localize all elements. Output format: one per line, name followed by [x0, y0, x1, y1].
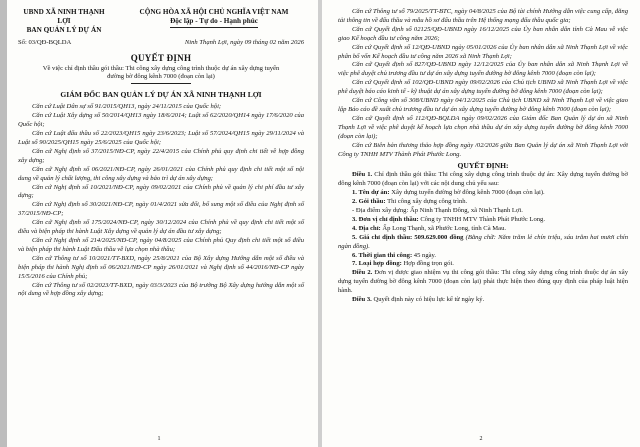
decision-heading: QUYẾT ĐỊNH:	[457, 161, 509, 171]
issuing-agency	[18, 8, 110, 35]
document-title: QUYẾT ĐỊNH	[130, 53, 192, 63]
header	[18, 8, 304, 35]
article-2-text: Đơn vị được giao nhiệm vụ thi công gói thầu: Thi công xây dựng công trình thuộc dự án xây dựng tuyến đường bờ đông kênh 7000 (đoạn còn lại) phải thực hiện theo đúng quy định của pháp luật hiện hành.	[338, 269, 629, 295]
date-place: Ninh Thạnh Lợi, ngày 09 tháng 02 năm 2026	[184, 39, 304, 46]
document-page-1	[0, 0, 318, 447]
issuer-heading: GIÁM ĐỐC BAN QUẢN LÝ DỰ ÁN XÃ NINH THẠNH LỢI	[60, 90, 262, 100]
basis-paragraph: Căn cứ Quyết định số 102/QĐ-UBND ngày 09/02/2026 của Chủ tịch UBND xã Ninh Thạnh Lợi về việc phê duyệt báo cáo kinh tế - kỹ thuật dự án xây dựng tuyến đường bờ đông kênh 7000 (đoạn còn lại);	[338, 79, 628, 96]
legal-basis	[18, 103, 304, 299]
item-6-label: 6. Thời gian thi công:	[352, 251, 413, 259]
article-3-label: Điều 3.	[352, 296, 372, 304]
item-5-text: (Bằng chữ: Năm trăm lẻ chín triệu, sáu trăm hai mươi chín ngàn đồng).	[338, 233, 628, 250]
document-page-2	[322, 0, 640, 447]
basis-paragraph: Căn cứ Luật Dân sự số 91/2015/QH13, ngày 24/11/2015 của Quốc hội;	[32, 103, 222, 111]
article-2-label: Điều 2.	[352, 269, 373, 277]
article-1-text: Chỉ định thầu gói thầu: Thi công xây dựng công trình thuộc dự án: Xây dựng tuyến đường bờ đông kênh 7000 (đoạn còn lại) với các nội dung chủ yếu sau:	[338, 171, 629, 188]
article-3-text: Quyết định này có hiệu lực kể từ ngày ký.	[373, 296, 485, 304]
basis-paragraph: Căn cứ Quyết định số 827/QĐ-UBND ngày 12/12/2025 của Ủy ban nhân dân xã Ninh Thạnh Lợi về việc phê duyệt chủ trương đầu tư dự án xây dựng tuyến đường bờ đông kênh 7000 (đoạn còn lại);	[338, 61, 628, 78]
item-4-label: 4. Địa chỉ:	[352, 224, 381, 232]
basis-paragraph: Căn cứ Nghị định số 175/2024/NĐ-CP, ngày 30/12/2024 của Chính phủ về quy định chi tiết một số điều và biện pháp thi hành Luật Xây dựng về quản lý dự án đầu tư xây dựng;	[18, 219, 304, 236]
item-3	[338, 216, 628, 225]
basis-paragraph: Căn cứ Thông tư số 79/2025/TT-BTC, ngày 04/8/2025 của Bộ tài chính Hướng dẫn việc cung cấp, đăng tải thông tin về đấu thầu và mẫu hồ sơ đấu thầu trên Hệ thống mạng đấu thầu quốc gia;	[338, 8, 628, 24]
basis-paragraph: Căn cứ Nghị định số 30/2021/NĐ-CP, ngày 01/4/2021 sửa đổi, bổ sung một số điều của Nghị định số 37/2015/NĐ-CP;	[18, 201, 304, 218]
doc-number: Số: 03/QĐ-BQLDA	[18, 39, 72, 46]
subject-rule	[131, 83, 191, 84]
article-1-label: Điều 1.	[352, 171, 373, 179]
item-7-text: Hợp đồng trọn gói.	[403, 260, 454, 268]
item-3-label: 3. Đơn vị chỉ định thầu:	[352, 215, 419, 223]
legal-basis-continued	[338, 8, 628, 159]
item-5-label: 5. Giá chỉ định thầu: 509.629.000 đồng	[352, 233, 464, 241]
article-2	[338, 269, 628, 296]
org-line-2: BAN QUẢN LÝ DỰ ÁN	[26, 26, 102, 34]
number-date-row	[18, 39, 304, 46]
basis-paragraph: Căn cứ Nghị định số 37/2015/NĐ-CP, ngày 22/4/2015 của Chính phủ quy định chi tiết về hợp đồng xây dựng;	[18, 147, 304, 164]
basis-paragraph: Căn cứ Công văn số 308/UBND ngày 04/12/2025 của Chủ tịch UBND xã Ninh Thạnh Lợi về việc giao lập Báo cáo đề xuất chủ trương đầu tư dự án xây dựng tuyến đường bờ đông kênh 7000 (đoạn còn lại);	[338, 97, 628, 113]
subject-text: Về việc chỉ định thầu gói thầu: Thi công xây dựng công trình thuộc dự án xây dựng tuyến đường bờ đông kênh 7000 (đoạn còn lại)	[42, 65, 280, 81]
item-1	[338, 189, 628, 198]
basis-paragraph: Căn cứ Quyết định số 02125/QĐ-UBND ngày 16/12/2025 của Ủy ban nhân dân tỉnh Cà Mau về việc giao Kế hoạch đầu tư công năm 2026;	[338, 25, 628, 42]
national-header	[124, 8, 304, 35]
motto: Độc lập - Tự do - Hạnh phúc	[170, 17, 258, 28]
item-6-text: 45 ngày.	[413, 251, 437, 259]
org-line-1: UBND XÃ NINH THẠNH LỢI	[23, 8, 105, 25]
basis-paragraph: Căn cứ Luật Xây dựng số 50/2014/QH13 ngày 18/6/2014; Luật số 62/2020/QH14 ngày 17/6/2020 của Quốc hội;	[18, 112, 304, 129]
item-1-text: Xây dựng tuyến đường bờ đông kênh 7000 (đoạn còn lại).	[391, 189, 545, 197]
basis-paragraph: Căn cứ Thông tư số 10/2021/TT-BXD, ngày 25/8/2021 của Bộ Xây dựng Hướng dẫn một số điều và biện pháp thi hành Nghị định số 06/2021/NĐ-CP ngày 26/01/2021 và Nghị định số 44/2016/NĐ-CP ngày 15/5/2016 của Chính phủ;	[18, 254, 304, 280]
article-1	[338, 171, 628, 189]
basis-paragraph: Căn cứ Quyết định số 12/QĐ-UBND ngày 05/01/2026 của Ủy ban nhân dân xã Ninh Thạnh Lợi về việc phân bổ vốn Kế hoạch đầu tư công năm 2026 xã Ninh Thạnh Lợi;	[338, 43, 628, 60]
item-2	[338, 198, 628, 207]
basis-paragraph: Căn cứ Biên bản thương thảo hợp đồng ngày /02/2026 giữa Ban Quản lý dự án xã Ninh Thạnh Lợi với Công ty TNHH MTV Thành Phát Phước Long.	[338, 141, 628, 158]
item-5	[338, 234, 628, 252]
item-3-text: Công ty TNHH MTV Thành Phát Phước Long.	[420, 215, 545, 223]
page-number: 2	[479, 436, 483, 442]
page-shadow	[0, 0, 7, 447]
item-6	[338, 252, 628, 261]
item-4-text: Ấp Long Thạnh, xã Phước Long, tỉnh Cà Mau.	[382, 224, 507, 232]
item-2-location: - Địa điểm xây dựng: Ấp Ninh Thạnh Đông, xã Ninh Thạnh Lợi.	[352, 207, 523, 215]
item-2-label: 2. Gói thầu:	[352, 198, 386, 206]
item-7	[338, 260, 628, 269]
basis-paragraph: Căn cứ Quyết định số 112/QĐ-BQLDA ngày 09/02/2026 của Giám đốc Ban Quản lý dự án xã Ninh Thạnh Lợi về việc phê duyệt kế hoạch lựa chọn nhà thầu dự án xây dựng tuyến đường bờ đông kênh 7000 (đoạn còn lại);	[338, 114, 628, 140]
item-1-label: 1. Tên dự án:	[352, 189, 390, 197]
article-3	[338, 296, 628, 305]
basis-paragraph: Căn cứ Nghị định số 10/2021/NĐ-CP, ngày 09/02/2021 của Chính phủ về quản lý chi phí đầu tư xây dựng;	[18, 183, 304, 200]
basis-paragraph: Căn cứ Nghị định số 214/2025/NĐ-CP, ngày 04/8/2025 của Chính phủ Quy định chi tiết một số điều và biện pháp thi hành Luật Đấu thầu về lựa chọn nhà thầu;	[18, 237, 304, 253]
page-number: 1	[157, 436, 161, 442]
basis-paragraph: Căn cứ Thông tư số 02/2023/TT-BXD, ngày 03/3/2023 của Bộ trưởng Bộ Xây dựng hướng dẫn một số nội dung về hợp đồng xây dựng;	[18, 281, 304, 298]
basis-paragraph: Căn cứ Luật đấu thầu số 22/2023/QH15 ngày 23/6/2023; Luật số 57/2024/QH15 ngày 29/11/2024 và Luật số 90/2025/QH15 ngày 25/6/2025 của Quốc hội;	[18, 130, 304, 147]
country-line-1: CỘNG HÒA XÃ HỘI CHỦ NGHĨA VIỆT NAM	[139, 8, 289, 16]
item-7-label: 7. Loại hợp đồng:	[352, 260, 402, 268]
basis-paragraph: Căn cứ Nghị định số 06/2021/NĐ-CP, ngày 26/01/2021 của Chính phủ quy định chi tiết một số nội dung về quản lý chất lượng, thi công xây dựng và bảo trì dự án xây dựng;	[18, 165, 304, 182]
document-subject	[38, 65, 284, 84]
item-2-text: Thi công xây dựng công trình.	[387, 198, 468, 206]
item-4	[338, 225, 628, 234]
